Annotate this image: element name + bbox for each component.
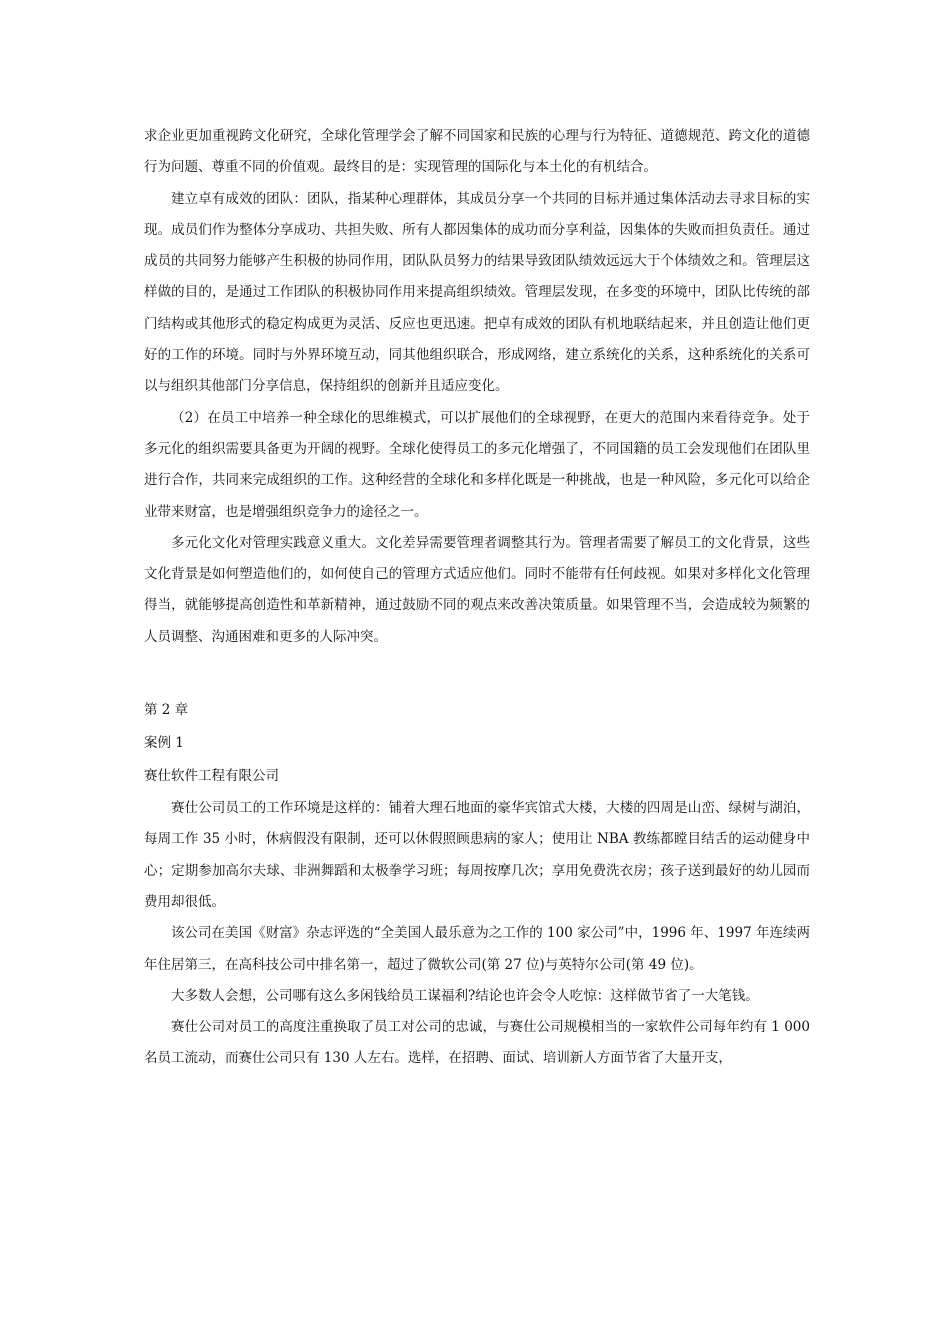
paragraph-work-environment: 赛仕公司员工的工作环境是这样的：铺着大理石地面的豪华宾馆式大楼，大楼的四周是山峦、绿树与湖泊，每周工作 35 小时，休病假没有限制，还可以休假照顾患病的家人；使用让 NBA 教练都瞠目结舌的运动健身中心；定期参加高尔夫球、非洲舞蹈和太极拳学习班；每周按摩几次；享用免费洗衣房；孩子送到最好的幼儿园而费用却很低。 [144,800,810,910]
paragraph-global-management-conclusion: 求企业更加重视跨文化研究，全球化管理学会了解不同国家和民族的心理与行为特征、道德规范、跨文化的道德行为问题、尊重不同的价值观。最终目的是：实现管理的国际化与本土化的有机结合。 [144,128,810,176]
paragraph-global-mindset: （2）在员工中培养一种全球化的思维模式，可以扩展他们的全球视野，在更大的范围内来看待竞争。处于多元化的组织需要具备更为开阔的视野。全球化使得员工的多元化增强了，不同国籍的员工会发现他们在团队里进行合作，共同来完成组织的工作。这种经营的全球化和多样化既是一种挑战，也是一种风险，多元化可以给企业带来财富，也是增强组织竞争力的途径之一。 [144,409,810,520]
chapter-heading: 第 2 章 [144,702,189,719]
paragraph-why-benefits: 大多数人会想，公司哪有这么多闲钱给员工谋福利?结论也许会令人吃惊：这样做节省了一大笔钱。 [171,987,759,1004]
paragraph-diversity-culture: 多元化文化对管理实践意义重大。文化差异需要管理者调整其行为。管理者需要了解员工的文化背景，这些文化背景是如何塑造他们的，如何使自己的管理方式适应他们。同时不能带有任何歧视。如果对多样化文化管理得当，就能够提高创造性和革新精神，通过鼓励不同的观点来改善决策质量。如果管理不当，会造成较为频繁的人员调整、沟通困难和更多的人际冲突。 [144,534,810,645]
case-label: 案例 1 [144,735,184,752]
case-title: 赛仕软件工程有限公司 [144,768,279,785]
paragraph-effective-teams: 建立卓有成效的团队：团队，指某种心理群体，其成员分享一个共同的目标并通过集体活动去寻求目标的实现。成员们作为整体分享成功、共担失败、所有人都因集体的成功而分享利益，因集体的失败而担负责任。通过成员的共同努力能够产生积极的协同作用，团队队员努力的结果导致团队绩效远远大于个体绩效之和。管理层这样做的目的，是通过工作团队的积极协同作用来提高组织绩效。管理层发现，在多变的环境中，团队比传统的部门结构或其他形式的稳定构成更为灵活、反应也更迅速。把卓有成效的团队有机地联结起来，并且创造让他们更好的工作的环境。同时与外界环境互动，同其他组织联合，形成网络，建立系统化的关系，这种系统化的关系可以与组织其他部门分享信息，保持组织的创新并且适应变化。 [144,190,810,395]
chapter-block [144,694,810,793]
document-page [144,121,810,1075]
paragraph-employee-loyalty: 赛仕公司对员工的高度注重换取了员工对公司的忠诚，与赛仕公司规模相当的一家软件公司每年约有 1 000 名员工流动，而赛仕公司只有 130 人左右。选样，在招聘、面试、培训新人方面节省了大量开支， [144,1019,810,1067]
paragraph-fortune-ranking: 该公司在美国《财富》杂志评选的“全美国人最乐意为之工作的 100 家公司”中，1996 年、1997 年连续两年住居第三，在高科技公司中排名第一，超过了微软公司(第 27 位)与英特尔公司(第 49 位)。 [144,925,810,973]
